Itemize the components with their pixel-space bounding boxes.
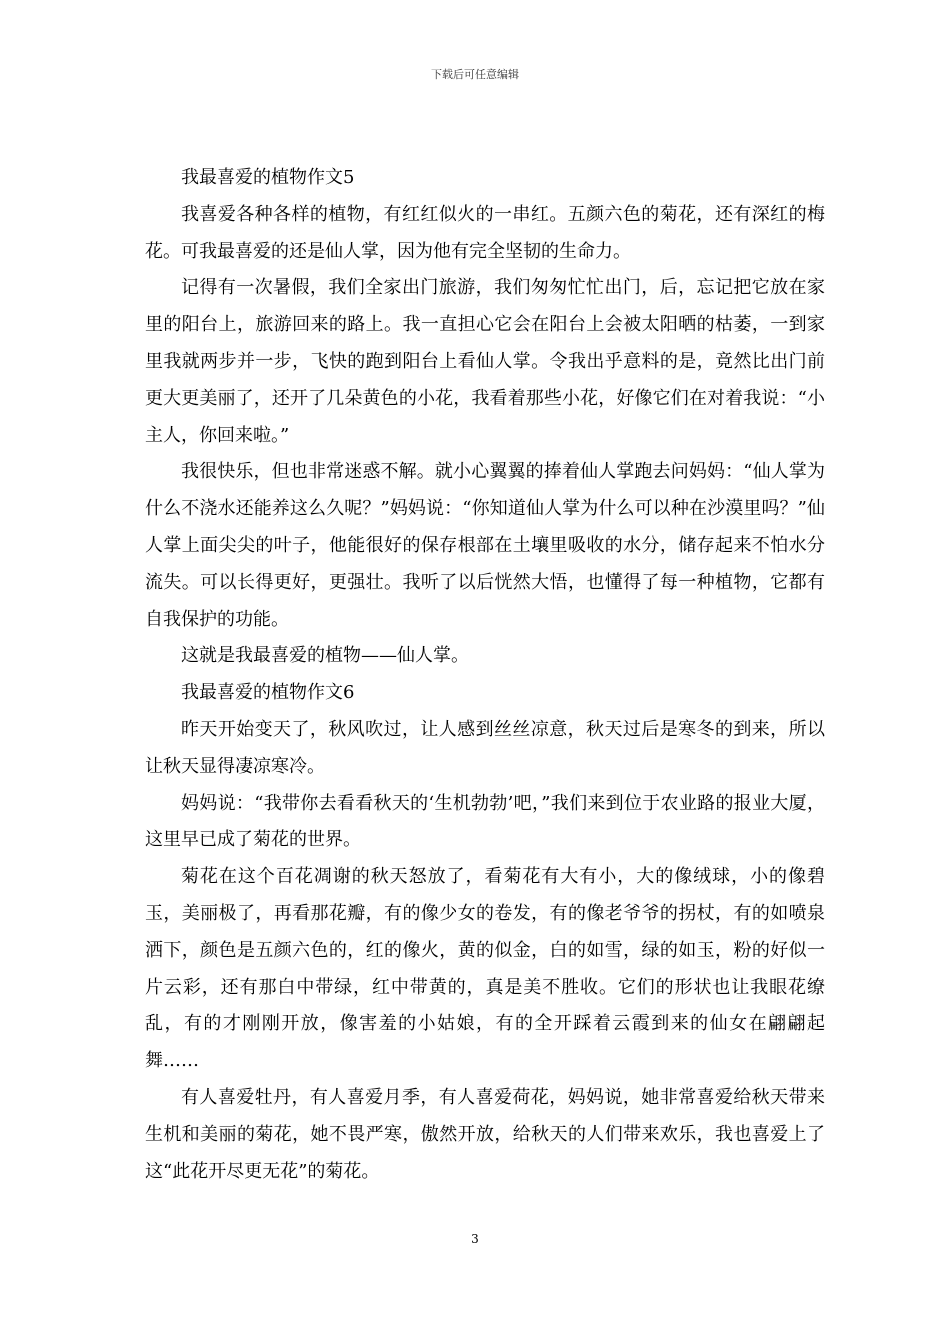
page-header: 下载后可任意编辑	[431, 68, 519, 81]
paragraph: 这就是我最喜爱的植物——仙人掌。	[181, 645, 469, 667]
essay-title-6: 我最喜爱的植物作文6	[181, 682, 355, 704]
document-body	[145, 160, 825, 1190]
paragraph: 昨天开始变天了，秋风吹过，让人感到丝丝凉意，秋天过后是寒冬的到来，所以让秋天显得凄凉寒冷。	[145, 718, 825, 777]
paragraph: 记得有一次暑假，我们全家出门旅游，我们匆匆忙忙出门，后，忘记把它放在家里的阳台上，旅游回来的路上。我一直担心它会在阳台上会被太阳晒的枯萎，一到家里我就两步并一步，飞快的跑到阳台上看仙人掌。令我出乎意料的是，竟然比出门前更大更美丽了，还开了几朵黄色的小花，我看着那些小花，好像它们在对着我说：“小主人，你回来啦。”	[145, 277, 825, 446]
essay-title-5: 我最喜爱的植物作文5	[181, 167, 355, 188]
paragraph: 我喜爱各种各样的植物，有红红似火的一串红。五颜六色的菊花，还有深红的梅花。可我最喜爱的还是仙人掌，因为他有完全坚韧的生命力。	[145, 203, 825, 262]
page-number: 3	[471, 1232, 479, 1246]
paragraph: 妈妈说：“我带你去看看秋天的‘生机勃勃’吧，”我们来到位于农业路的报业大厦，这里早已成了菊花的世界。	[145, 792, 825, 851]
paragraph: 有人喜爱牡丹，有人喜爱月季，有人喜爱荷花，妈妈说，她非常喜爱给秋天带来生机和美丽的菊花，她不畏严寒，傲然开放，给秋天的人们带来欢乐，我也喜爱上了这“此花开尽更无花”的菊花。	[145, 1086, 825, 1182]
paragraph: 我很快乐，但也非常迷惑不解。就小心翼翼的捧着仙人掌跑去问妈妈：“仙人掌为什么不浇水还能养这么久呢？”妈妈说：“你知道仙人掌为什么可以种在沙漠里吗？”仙人掌上面尖尖的叶子，他能很好的保存根部在土壤里吸收的水分，储存起来不怕水分流失。可以长得更好，更强壮。我听了以后恍然大悟，也懂得了每一种植物，它都有自我保护的功能。	[145, 461, 825, 630]
paragraph: 菊花在这个百花凋谢的秋天怒放了，看菊花有大有小，大的像绒球，小的像碧玉，美丽极了，再看那花瓣，有的像少女的卷发，有的像老爷爷的拐杖，有的如喷泉洒下，颜色是五颜六色的，红的像火，黄的似金，白的如雪，绿的如玉，粉的好似一片云彩，还有那白中带绿，红中带黄的，真是美不胜收。它们的形状也让我眼花缭乱，有的才刚刚开放，像害羞的小姑娘，有的全开踩着云霞到来的仙女在翩翩起舞……	[145, 866, 825, 1072]
